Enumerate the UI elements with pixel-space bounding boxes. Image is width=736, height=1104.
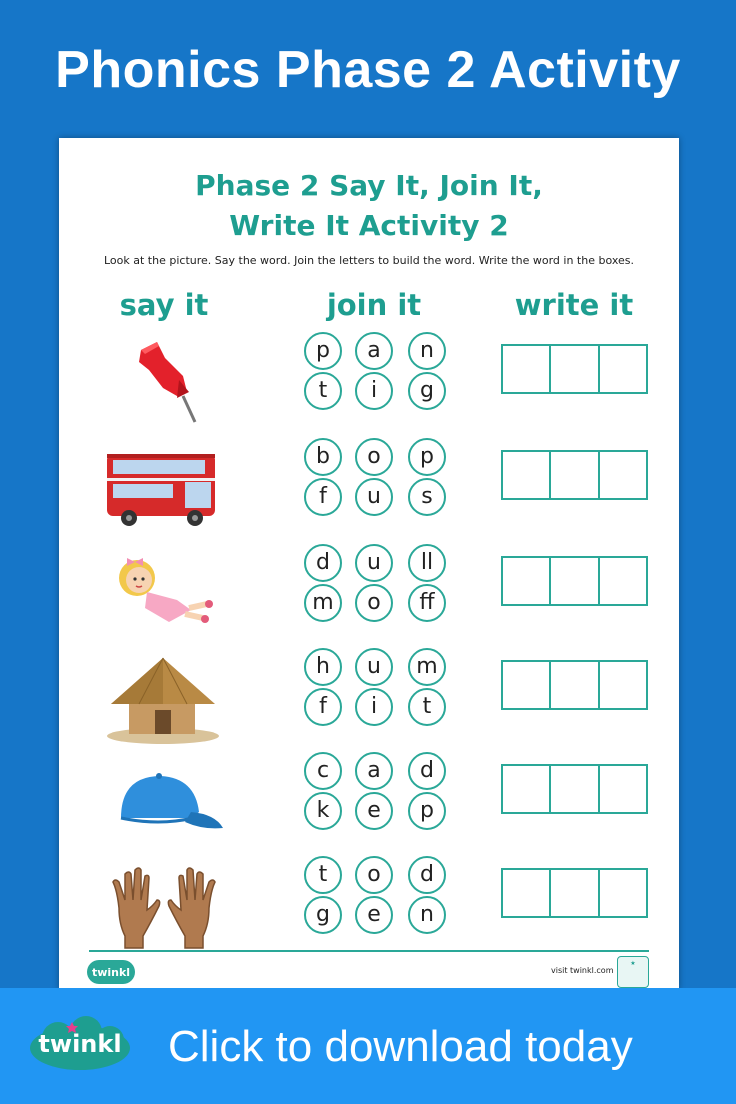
footer-url[interactable]: visit twinkl.com: [551, 966, 614, 975]
worksheet-title-line-1: Phase 2 Say It, Join It,: [195, 169, 543, 202]
write-box[interactable]: [503, 452, 551, 498]
write-box[interactable]: [551, 766, 599, 812]
letter-circle[interactable]: u: [355, 544, 393, 582]
write-box[interactable]: [551, 558, 599, 604]
write-box[interactable]: [503, 558, 551, 604]
download-banner[interactable]: [0, 988, 736, 1104]
letter-circle[interactable]: e: [355, 792, 393, 830]
letter-circle[interactable]: t: [304, 372, 342, 410]
letter-circle[interactable]: t: [304, 856, 342, 894]
letter-circle[interactable]: n: [408, 332, 446, 370]
activity-row: [59, 860, 679, 960]
write-box[interactable]: [600, 346, 646, 392]
letter-circle[interactable]: t: [408, 688, 446, 726]
activity-row: [59, 336, 679, 436]
worksheet-title: [59, 166, 679, 246]
write-box[interactable]: [551, 346, 599, 392]
push-pin-icon: [99, 336, 229, 436]
instructions: Look at the picture. Say the word. Join the letters to build the word. Write the word in the boxes.: [104, 254, 634, 267]
hut-icon: [99, 652, 229, 752]
activity-row: [59, 756, 679, 856]
twinkl-logo-text: twinkl: [38, 1030, 122, 1058]
doll-icon: [99, 548, 229, 648]
bus-icon: [99, 442, 229, 542]
worksheet-title-line-2: Write It Activity 2: [229, 209, 509, 242]
letter-circle[interactable]: d: [408, 856, 446, 894]
write-box[interactable]: [503, 870, 551, 916]
cap-icon: [99, 756, 229, 856]
header-write-it: write it: [514, 288, 634, 322]
letter-circle[interactable]: c: [304, 752, 342, 790]
write-box[interactable]: [600, 558, 646, 604]
write-boxes[interactable]: [501, 344, 648, 394]
letter-circle[interactable]: p: [304, 332, 342, 370]
letter-circle[interactable]: p: [408, 792, 446, 830]
letter-circle[interactable]: m: [304, 584, 342, 622]
write-box[interactable]: [600, 452, 646, 498]
letter-circle[interactable]: i: [355, 688, 393, 726]
worksheet: [59, 138, 679, 990]
letter-circle[interactable]: e: [355, 896, 393, 934]
letter-circle[interactable]: d: [408, 752, 446, 790]
header-say-it: say it: [119, 288, 209, 322]
hands-icon: [99, 860, 229, 960]
write-box[interactable]: [600, 766, 646, 812]
write-box[interactable]: [551, 662, 599, 708]
letter-circle[interactable]: o: [355, 438, 393, 476]
banner-title: Phonics Phase 2 Activity: [55, 41, 681, 99]
activity-row: [59, 442, 679, 542]
letter-circle[interactable]: g: [304, 896, 342, 934]
letter-circle[interactable]: b: [304, 438, 342, 476]
write-box[interactable]: [551, 452, 599, 498]
letter-circle[interactable]: a: [355, 752, 393, 790]
write-box[interactable]: [503, 346, 551, 392]
letter-circle[interactable]: o: [355, 584, 393, 622]
write-box[interactable]: [600, 662, 646, 708]
letter-circle[interactable]: ll: [408, 544, 446, 582]
letter-circle[interactable]: s: [408, 478, 446, 516]
write-box[interactable]: [503, 662, 551, 708]
letter-circle[interactable]: f: [304, 478, 342, 516]
write-boxes[interactable]: [501, 556, 648, 606]
letter-circle[interactable]: u: [355, 478, 393, 516]
footer-twinkl-logo: twinkl: [87, 960, 135, 984]
write-box[interactable]: [600, 870, 646, 916]
write-box[interactable]: [551, 870, 599, 916]
write-boxes[interactable]: [501, 660, 648, 710]
write-boxes[interactable]: [501, 868, 648, 918]
letter-circle[interactable]: n: [408, 896, 446, 934]
letter-circle[interactable]: m: [408, 648, 446, 686]
activity-row: [59, 548, 679, 648]
footer-divider: [89, 950, 649, 952]
write-boxes[interactable]: [501, 764, 648, 814]
activity-row: [59, 652, 679, 752]
letter-circle[interactable]: d: [304, 544, 342, 582]
quality-badge-icon: ★: [617, 956, 649, 988]
twinkl-cloud-logo: [28, 1016, 132, 1072]
letter-circle[interactable]: o: [355, 856, 393, 894]
letter-circle[interactable]: g: [408, 372, 446, 410]
write-box[interactable]: [503, 766, 551, 812]
download-cta[interactable]: Click to download today: [168, 1022, 633, 1071]
letter-circle[interactable]: h: [304, 648, 342, 686]
letter-circle[interactable]: ff: [408, 584, 446, 622]
letter-circle[interactable]: p: [408, 438, 446, 476]
letter-circle[interactable]: k: [304, 792, 342, 830]
letter-circle[interactable]: u: [355, 648, 393, 686]
letter-circle[interactable]: a: [355, 332, 393, 370]
letter-circle[interactable]: i: [355, 372, 393, 410]
write-boxes[interactable]: [501, 450, 648, 500]
letter-circle[interactable]: f: [304, 688, 342, 726]
header-join-it: join it: [326, 288, 422, 322]
